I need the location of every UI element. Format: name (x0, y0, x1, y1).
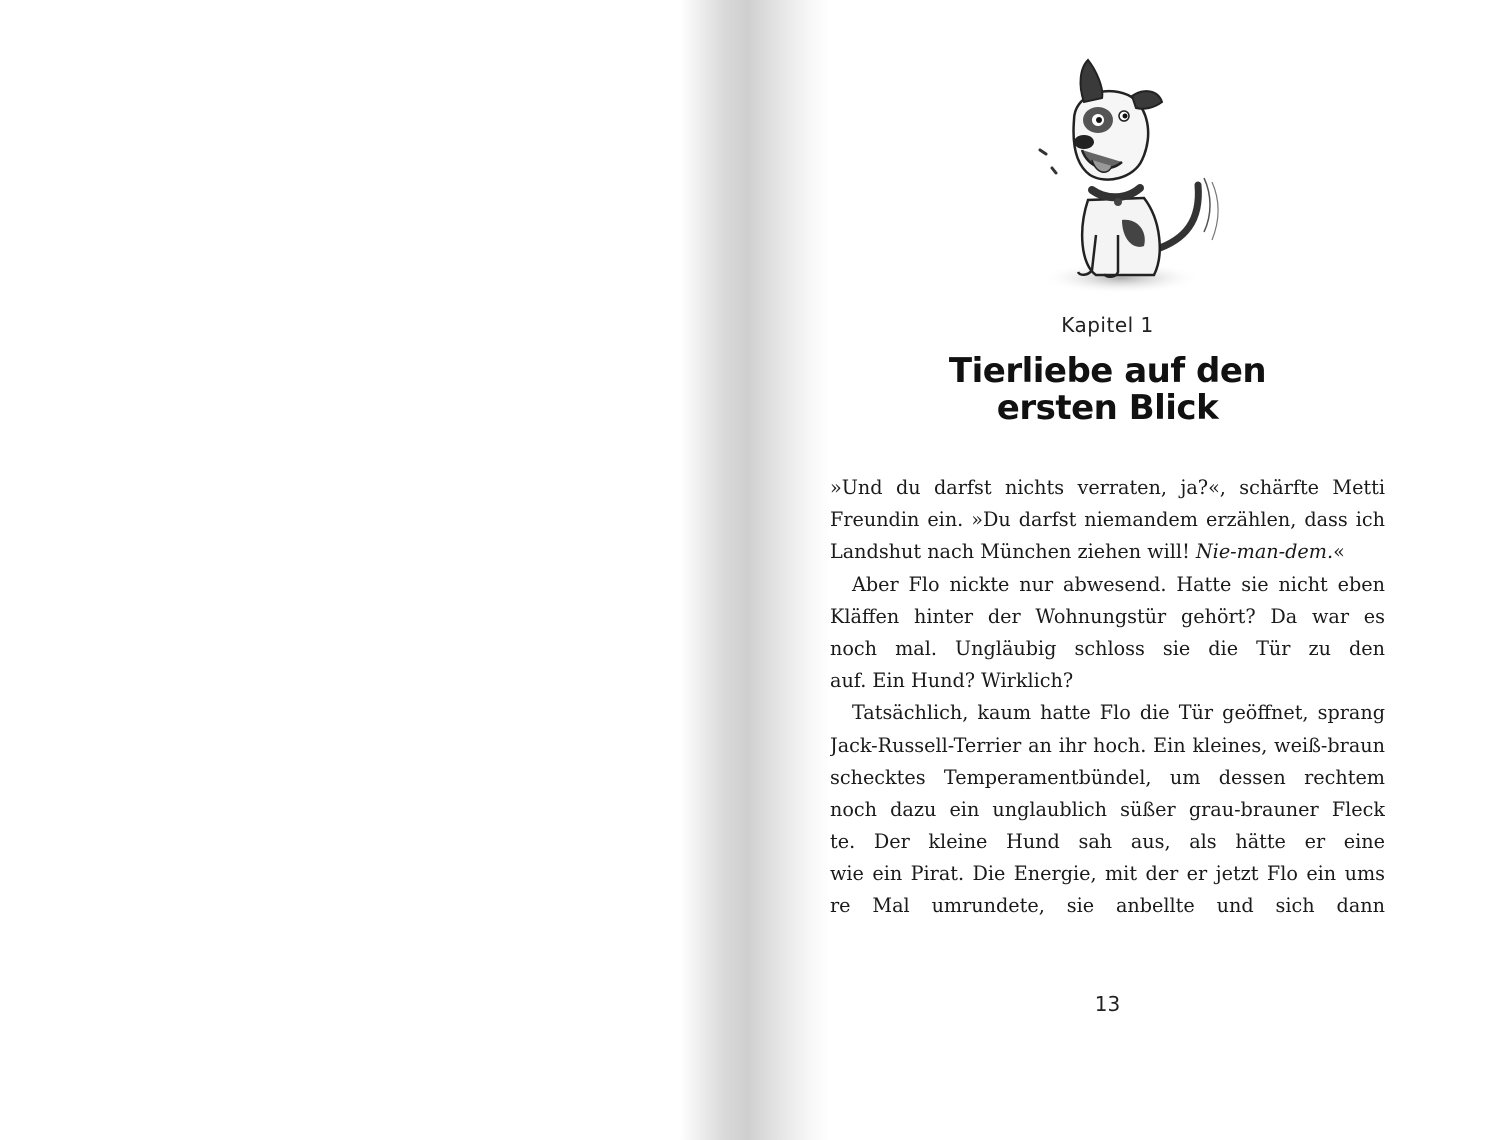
right-page (830, 0, 1500, 1140)
chapter-label: Kapitel 1 (1061, 313, 1154, 337)
chapter-title-line2: ersten Blick (996, 388, 1219, 428)
text-line: noch dazu ein unglaublich süßer grau-brauner Fleck (830, 797, 1385, 821)
text-line: Jack-Russell-Terrier an ihr hoch. Ein kleines, weiß-braun (830, 733, 1385, 757)
emphasis-text: Nie-man-dem. (1195, 540, 1334, 564)
text-line (830, 536, 1385, 568)
text-line: schecktes Temperamentbündel, um dessen rechtem (830, 765, 1385, 789)
text-line: re Mal umrundete, sie anbellte und sich dann (830, 894, 1385, 918)
chapter-title-line1: Tierliebe auf den (948, 351, 1267, 391)
text-line-start: Landshut nach München ziehen will! (830, 540, 1196, 564)
chapter-title (830, 353, 1385, 427)
text-line: te. Der kleine Hund sah aus, als hätte er eine (830, 830, 1385, 854)
text-line: »Und du darfst nichts verraten, ja?«, schärfte Metti (830, 476, 1385, 499)
page-number: 13 (1094, 992, 1121, 1016)
dog-illustration-icon (1026, 50, 1226, 300)
left-page-blank (0, 0, 690, 1140)
text-line: Aber Flo nickte nur abwesend. Hatte sie nicht eben (852, 572, 1385, 596)
chapter-body-text (830, 472, 1385, 923)
text-line: Tatsächlich, kaum hatte Flo die Tür geöffnet, sprang (852, 701, 1385, 725)
closing-quote: « (1333, 540, 1345, 564)
book-gutter-shadow (680, 0, 830, 1140)
text-line: Kläffen hinter der Wohnungstür gehört? Da war es (830, 604, 1385, 628)
text-line: Freundin ein. »Du darfst niemandem erzählen, dass ich (830, 508, 1385, 532)
text-line: wie ein Pirat. Die Energie, mit der er jetzt Flo ein ums (830, 862, 1385, 886)
text-line: auf. Ein Hund? Wirklich? (830, 669, 1074, 693)
text-line: noch mal. Ungläubig schloss sie die Tür zu den (830, 636, 1385, 660)
